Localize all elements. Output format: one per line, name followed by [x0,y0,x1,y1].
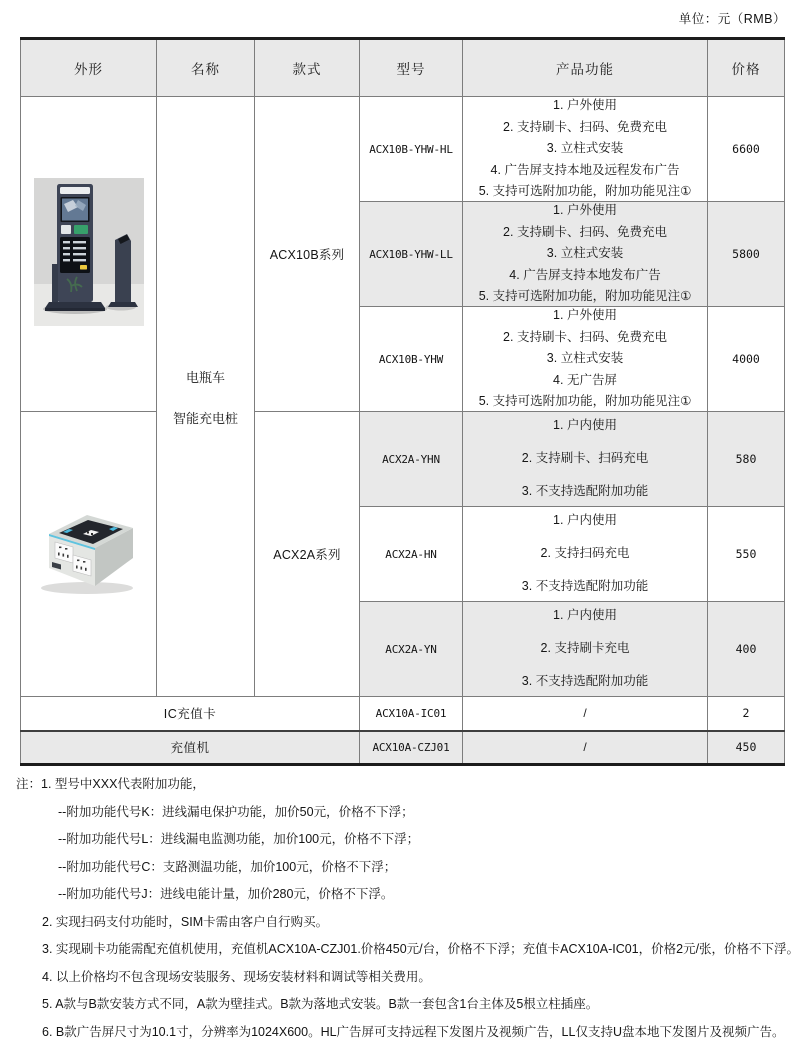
function-item: 1. 户外使用 [463,98,707,114]
accessory-name-cell: IC充值卡 [21,697,360,731]
note-line: 3. 实现刷卡功能需配充值机使用，充值机ACX10A-CZJ01.价格450元/台，价格不下浮；充值卡ACX10A-IC01，价格2元/张，价格不下浮。 [16,936,796,964]
functions-list [463,98,707,200]
header-price: 价格 [708,39,785,97]
functions-list [463,203,707,305]
header-functions: 产品功能 [463,39,708,97]
function-item: 2. 支持刷卡、扫码、免费充电 [463,330,707,346]
function-item: 4. 广告屏支持本地发布广告 [463,268,707,284]
accessory-row-recharge-machine [21,731,785,765]
series-cell-acx10b: ACX10B系列 [255,97,360,412]
note-line: 5. A款与B款安装方式不同，A款为壁挂式。B款为落地式安装。B款一套包含1台主体及5根立柱插座。 [16,991,796,1019]
function-item: 1. 户外使用 [463,308,707,324]
price-cell: 5800 [708,202,785,307]
price-cell: 450 [708,731,785,765]
model-cell: ACX10B-YHW-HL [360,97,463,202]
note-line: --附加功能代号C：支路测温功能，加价100元，价格不下浮； [16,854,796,882]
note-line: --附加功能代号J：进线电能计量，加价280元，价格不下浮。 [16,881,796,909]
function-item: 5. 支持可选附加功能，附加功能见注① [463,184,707,200]
functions-cell [463,307,708,412]
header-appearance: 外形 [21,39,157,97]
product-name-cell [157,97,255,697]
function-item: 3. 不支持选配附加功能 [463,484,707,500]
header-model: 型号 [360,39,463,97]
price-table [20,37,785,766]
price-cell: 6600 [708,97,785,202]
notes-section [16,771,796,1046]
functions-list [463,418,707,500]
function-item: 5. 支持可选附加功能，附加功能见注① [463,394,707,410]
function-item: 3. 立柱式安装 [463,351,707,367]
functions-list [463,308,707,410]
price-cell: 550 [708,507,785,602]
product-name-line-1: 电瓶车 [186,367,225,386]
function-item: 4. 无广告屏 [463,373,707,389]
function-item: 2. 支持刷卡、扫码、免费充电 [463,225,707,241]
price-cell: 580 [708,412,785,507]
function-item: 3. 立柱式安装 [463,246,707,262]
functions-cell [463,602,708,697]
functions-cell [463,507,708,602]
functions-cell [463,97,708,202]
model-cell: ACX10A-CZJ01 [360,731,463,765]
note-line: --附加功能代号K：进线漏电保护功能，加价50元，价格不下浮； [16,799,796,827]
model-cell: ACX10B-YHW-LL [360,202,463,307]
model-cell: ACX10B-YHW [360,307,463,412]
functions-cell [463,412,708,507]
function-item: 3. 立柱式安装 [463,141,707,157]
function-item: 3. 不支持选配附加功能 [463,579,707,595]
unit-label: 单位：元（RMB） [679,9,786,27]
accessory-row-ic-card [21,697,785,731]
note-line: --附加功能代号L：进线漏电监测功能，加价100元，价格不下浮； [16,826,796,854]
product-row-acx10b-yhw-hl [21,97,785,202]
function-item: 3. 不支持选配附加功能 [463,674,707,690]
function-item: 1. 户内使用 [463,608,707,624]
product-photo-cell-socket [21,412,157,697]
functions-list [463,513,707,595]
functions-cell [463,202,708,307]
price-cell: 4000 [708,307,785,412]
function-item: 2. 支持刷卡、扫码充电 [463,451,707,467]
note-line: 4. 以上价格均不包含现场安装服务、现场安装材料和调试等相关费用。 [16,964,796,992]
functions-cell: / [463,731,708,765]
model-cell: ACX2A-YHN [360,412,463,507]
charging-socket-image [29,502,149,602]
model-cell: ACX2A-HN [360,507,463,602]
charging-kiosk-image [33,176,145,328]
product-photo-cell-kiosk [21,97,157,412]
model-cell: ACX2A-YN [360,602,463,697]
accessory-name-cell: 充值机 [21,731,360,765]
header-row [21,39,785,97]
function-item: 4. 广告屏支持本地及远程发布广告 [463,163,707,179]
product-name-line-2: 智能充电桩 [173,408,238,427]
header-style: 款式 [255,39,360,97]
series-cell-acx2a: ACX2A系列 [255,412,360,697]
function-item: 1. 户内使用 [463,418,707,434]
note-line: 注：1. 型号中XXX代表附加功能， [16,771,796,799]
function-item: 1. 户内使用 [463,513,707,529]
functions-list [463,608,707,690]
function-item: 1. 户外使用 [463,203,707,219]
price-cell: 2 [708,697,785,731]
header-name: 名称 [157,39,255,97]
note-line: 2. 实现扫码支付功能时，SIM卡需由客户自行购买。 [16,909,796,937]
function-item: 2. 支持刷卡充电 [463,641,707,657]
price-cell: 400 [708,602,785,697]
function-item: 5. 支持可选附加功能，附加功能见注① [463,289,707,305]
model-cell: ACX10A-IC01 [360,697,463,731]
product-row-acx2a-yhn [21,412,785,507]
functions-cell: / [463,697,708,731]
function-item: 2. 支持扫码充电 [463,546,707,562]
function-item: 2. 支持刷卡、扫码、免费充电 [463,120,707,136]
note-line: 6. B款广告屏尺寸为10.1寸，分辨率为1024X600。HL广告屏可支持远程下发图片及视频广告，LL仅支持U盘本地下发图片及视频广告。 [16,1019,796,1046]
